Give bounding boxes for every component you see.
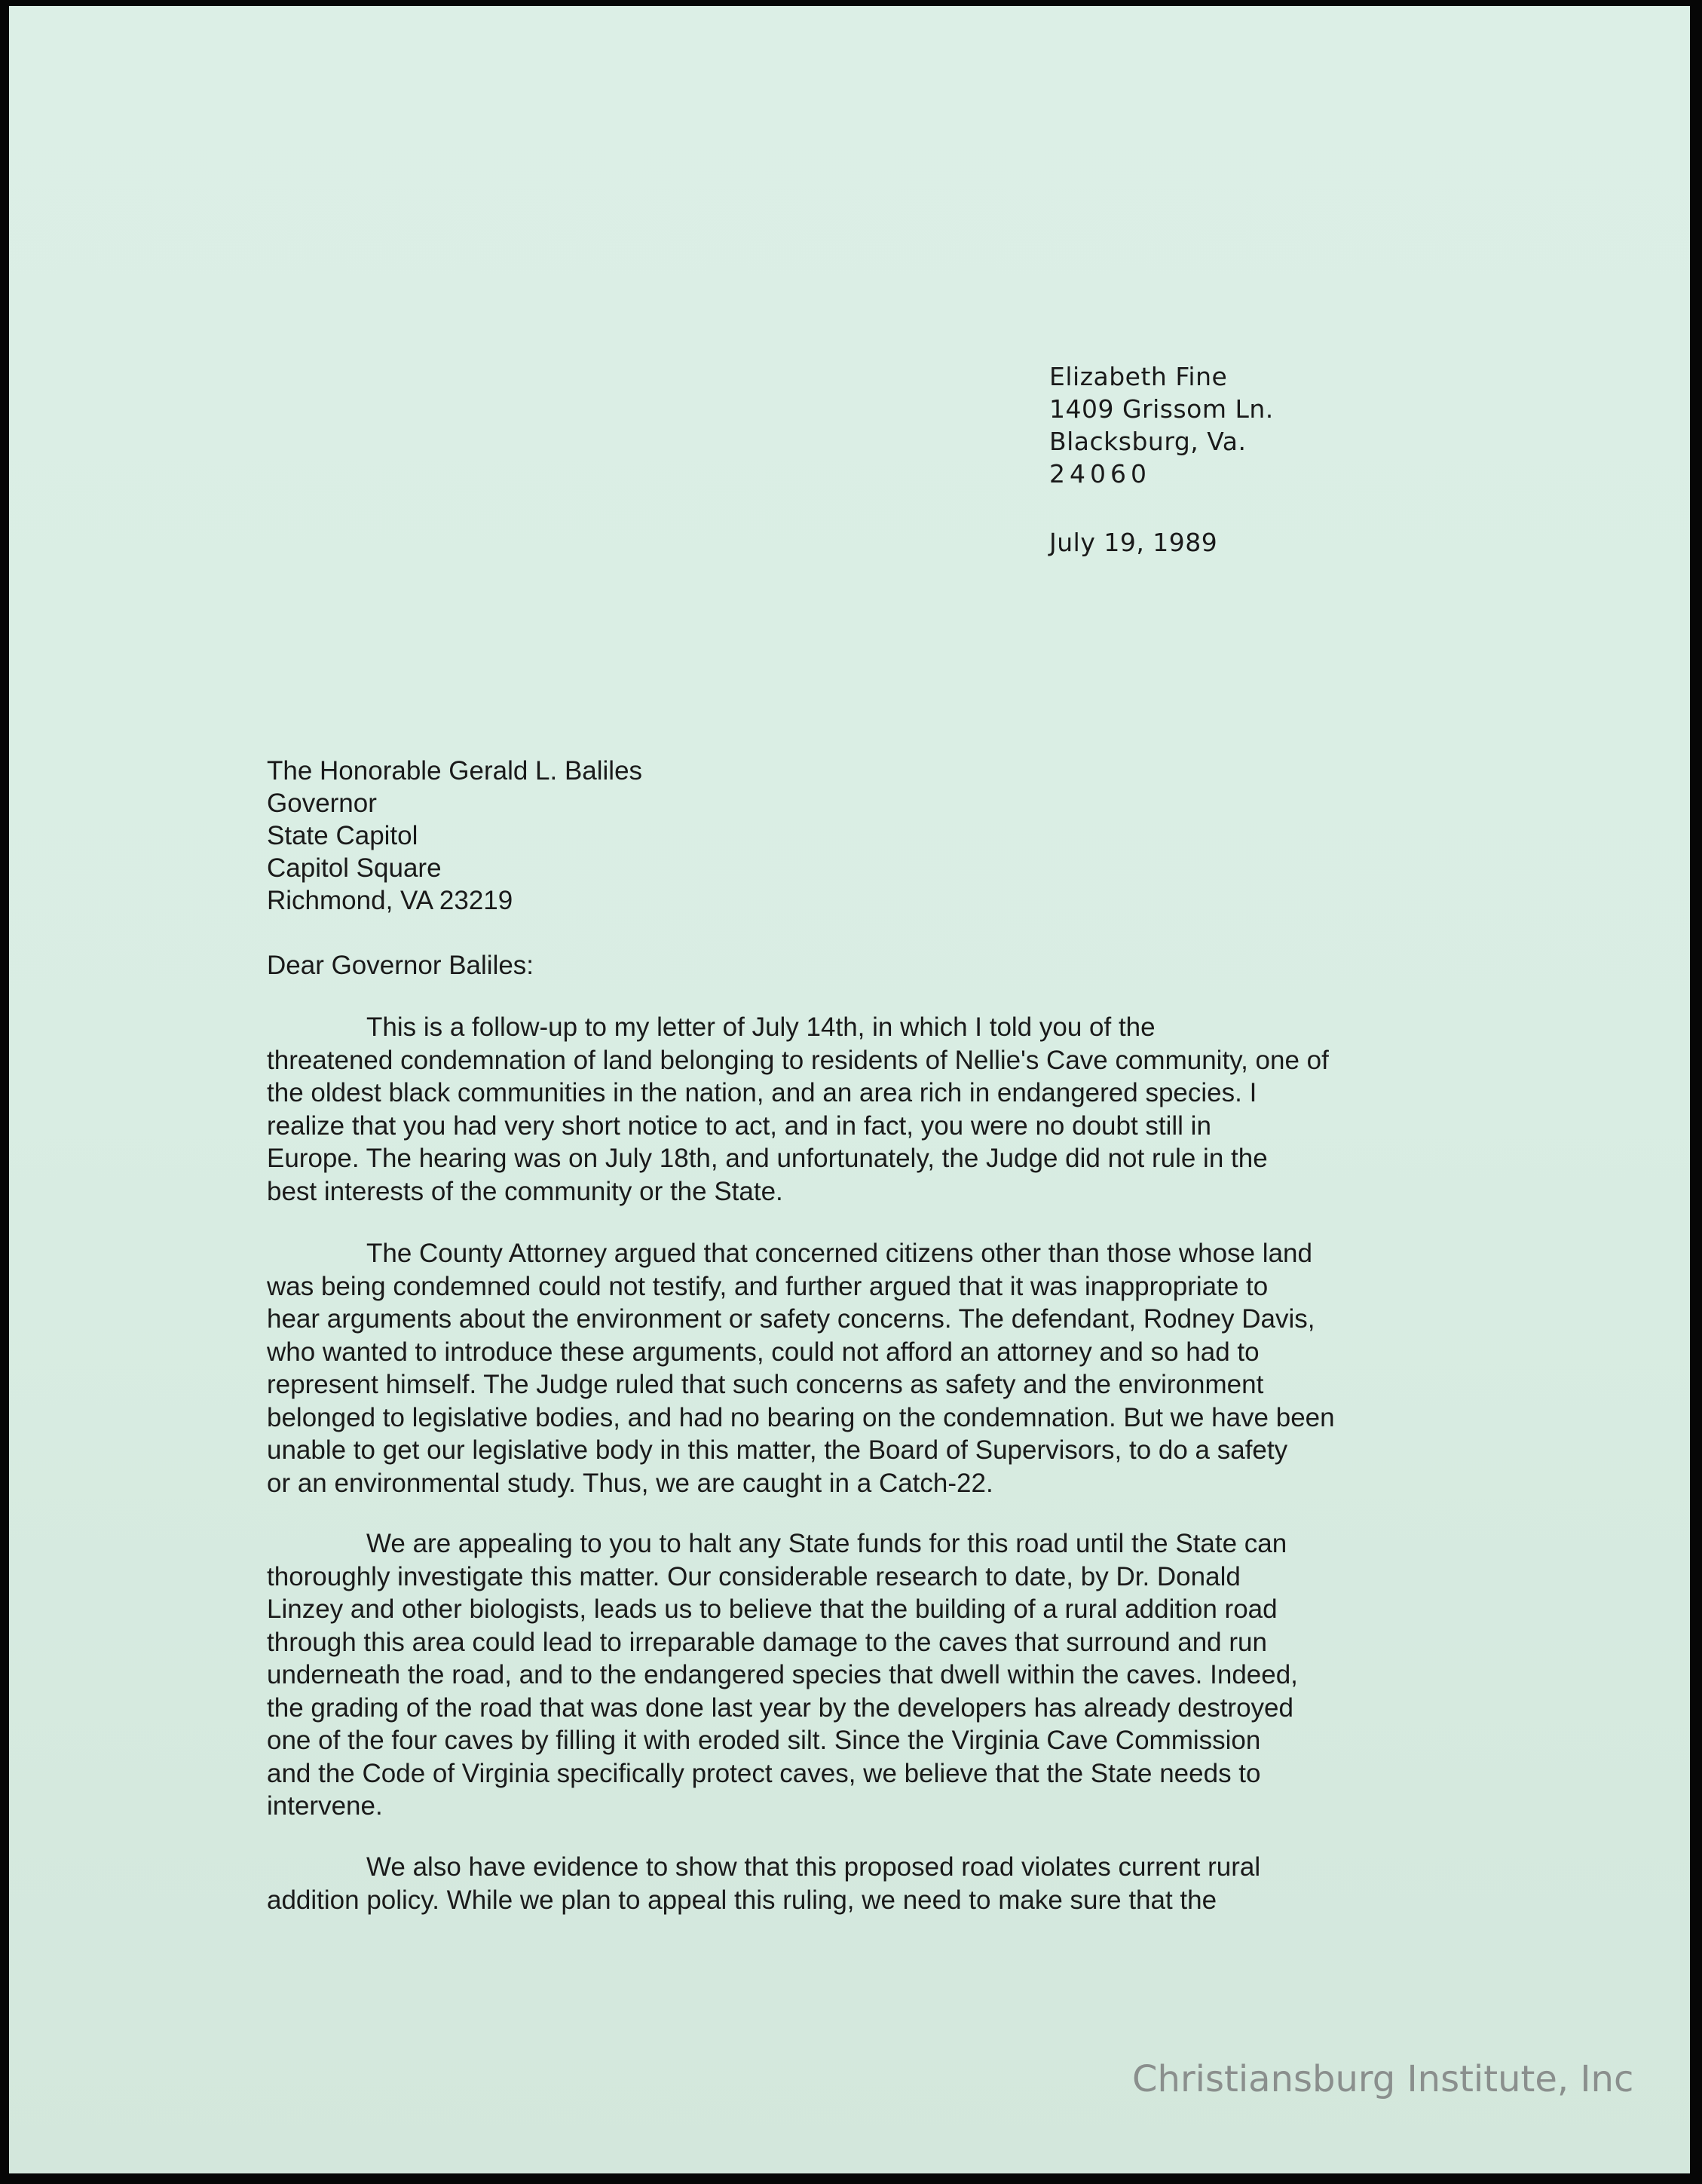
paragraph-1	[267, 1011, 1329, 1208]
paragraph-line: We are appealing to you to halt any State funds for this road until the State can	[366, 1529, 1287, 1558]
paragraph-line: hear arguments about the environment or safety concerns. The defendant, Rodney Davis,	[267, 1304, 1315, 1334]
paragraph-line: one of the four caves by filling it with eroded silt. Since the Virginia Cave Commission	[267, 1726, 1261, 1755]
paragraph-line: thoroughly investigate this matter. Our considerable research to date, by Dr. Donald	[267, 1561, 1241, 1591]
paragraph-line: and the Code of Virginia specifically protect caves, we believe that the State needs to	[267, 1758, 1261, 1788]
salutation: Dear Governor Baliles:	[267, 951, 534, 980]
sender-city: Blacksburg, Va.	[1049, 427, 1247, 456]
recipient-street: Capitol Square	[267, 853, 442, 883]
sender-street: 1409 Grissom Ln.	[1049, 394, 1274, 424]
paragraph-line: underneath the road, and to the endangered species that dwell within the caves. Indeed,	[267, 1660, 1298, 1689]
paragraph-line: the grading of the road that was done last year by the developers has already destroyed	[267, 1692, 1293, 1723]
paragraph-line: Linzey and other biologists, leads us to believe that the building of a rural addition road	[267, 1594, 1278, 1624]
paragraph-line: The County Attorney argued that concerned citizens other than those whose land	[366, 1239, 1312, 1268]
paragraph-line: Europe. The hearing was on July 18th, and unfortunately, the Judge did not rule in the	[267, 1144, 1268, 1173]
paragraph-line: threatened condemnation of land belonging to residents of Nellie's Cave community, one of	[267, 1045, 1329, 1075]
paragraph-line: through this area could lead to irreparable damage to the caves that surround and run	[267, 1627, 1267, 1657]
paragraph-line: unable to get our legislative body in this matter, the Board of Supervisors, to do a safety	[267, 1435, 1288, 1465]
paragraph-line: the oldest black communities in the nation, and an area rich in endangered species. I	[267, 1078, 1257, 1107]
sender-zip: 24060	[1049, 459, 1151, 489]
paragraph-2	[267, 1237, 1335, 1499]
paragraph-line: represent himself. The Judge ruled that such concerns as safety and the environment	[267, 1370, 1264, 1399]
paragraph-3	[267, 1527, 1298, 1823]
paragraph-line: This is a follow-up to my letter of July 14th, in which I told you of the	[366, 1012, 1156, 1042]
paragraph-line: realize that you had very short notice to act, and in fact, you were no doubt still in	[267, 1110, 1211, 1141]
recipient-building: State Capitol	[267, 821, 418, 850]
paragraph-line: We also have evidence to show that this proposed road violates current rural	[366, 1852, 1261, 1882]
recipient-address	[267, 755, 642, 917]
paragraph-line: best interests of the community or the State.	[267, 1176, 783, 1206]
recipient-city: Richmond, VA 23219	[267, 886, 513, 915]
archive-watermark: Christiansburg Institute, Inc	[1132, 2058, 1634, 2100]
paragraph-line: who wanted to introduce these arguments, could not afford an attorney and so had to	[267, 1337, 1260, 1367]
sender-name: Elizabeth Fine	[1049, 362, 1228, 391]
paragraph-line: intervene.	[267, 1791, 383, 1821]
recipient-title: Governor	[267, 789, 377, 818]
paragraph-4	[267, 1851, 1260, 1916]
paragraph-line: belonged to legislative bodies, and had no bearing on the condemnation. But we have been	[267, 1402, 1335, 1432]
letter-date: July 19, 1989	[1049, 528, 1218, 557]
paragraph-line: or an environmental study. Thus, we are caught in a Catch-22.	[267, 1468, 993, 1498]
sender-address	[1049, 360, 1274, 490]
recipient-name: The Honorable Gerald L. Baliles	[267, 756, 643, 786]
paragraph-line: addition policy. While we plan to appeal this ruling, we need to make sure that the	[267, 1885, 1217, 1915]
paragraph-line: was being condemned could not testify, and further argued that it was inappropriate to	[267, 1271, 1269, 1301]
letter-page	[9, 6, 1690, 2173]
